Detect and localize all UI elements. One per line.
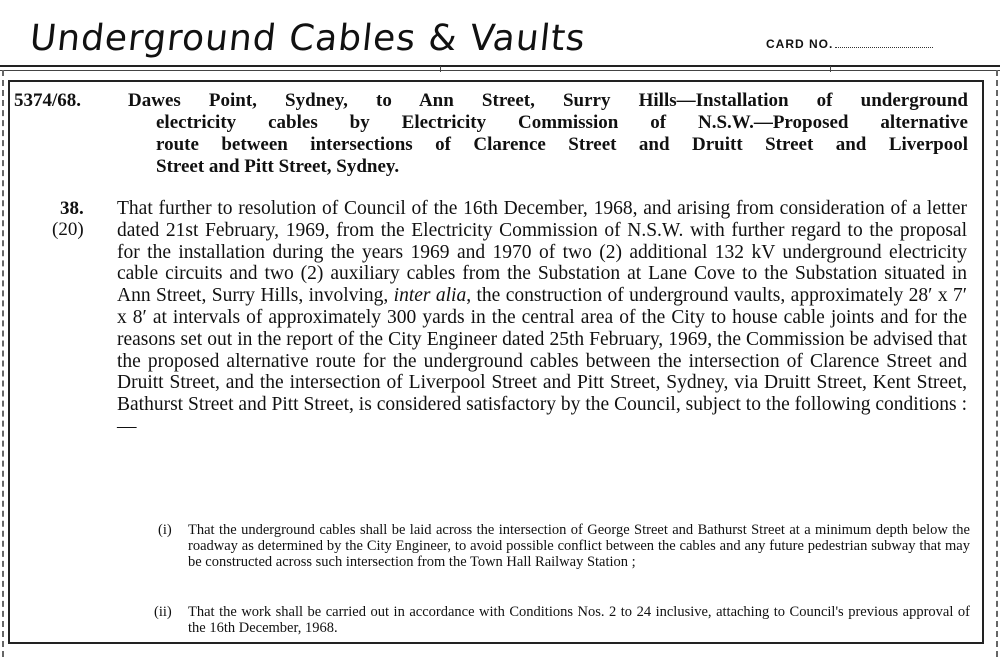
heading-line: electricity cables by Electricity Commission of N.S.W.—Proposed alternative [156, 112, 968, 133]
resolution-text [117, 198, 967, 438]
resolution-text-italic: inter alia [393, 285, 467, 307]
heading-line: Dawes Point, Sydney, to Ann Street, Surry Hills—Installation of underground [128, 90, 968, 111]
header-tick-mark [830, 66, 831, 72]
resolution-text-part: That further to resolution of Council of the 16th December, 1968, and arising from consideration of a letter dated 21st February, 1969, from the Electricity Commission of N.S.W. with further regard to the proposal for the installation during the years 1969 and 1970 of two (2) additional 132 kV underground electricity cable circuits and two (2) auxiliary cables from the Substation at Lane Cove to the Substation situated in Ann Street, Surry Hills, involving, [117, 198, 967, 307]
card-number-blank [835, 47, 933, 48]
condition-number: (ii) [154, 604, 172, 620]
condition-text: That the underground cables shall be laid across the intersection of George Street and Bathurst Street at a minimum depth below the roadway as determined by the City Engineer, to avoid possible conflict between the cables and any future pedestrian subway that may be constructed across such intersection from the Town Hall Railway Station ; [188, 522, 970, 570]
heading-line: route between intersections of Clarence Street and Druitt Street and Liverpool [156, 134, 968, 155]
header-tick-mark [440, 66, 441, 72]
card-number-field [766, 37, 933, 51]
resolution-text-part: , the construction of underground vaults, approximately 28′ x 7′ x 8′ at intervals of approximately 300 yards in the central area of the City to house cable joints and for the reasons set out in the report of the City Engineer dated 25th February, 1969, the Commission be advised that the proposed alternative route for the underground cables between the intersection of Clarence Street and Druitt Street, and the intersection of Liverpool Street and Pitt Street, Sydney, via Druitt Street, Kent Street, Bathurst Street and Pitt Street, is considered satisfactory by the Council, subject to the following conditions :— [117, 285, 968, 437]
condition-number: (i) [158, 522, 172, 538]
condition-text: That the work shall be carried out in accordance with Conditions Nos. 2 to 24 inclusive, attaching to Council's previous approval of the 16th December, 1968. [188, 604, 970, 636]
heading-line: Street and Pitt Street, Sydney. [156, 156, 400, 177]
card-number-label: CARD NO. [766, 37, 834, 51]
header-rule [0, 65, 1000, 67]
condition-item [154, 604, 970, 636]
card-left-edge [2, 70, 4, 657]
minute-reference-number: 5374/68. [14, 90, 82, 111]
condition-item [158, 522, 970, 570]
card-title: Underground Cables & Vaults [27, 18, 588, 59]
header-rule-secondary [0, 70, 1000, 71]
item-subnumber: (20) [52, 219, 84, 240]
card-right-edge [996, 70, 998, 657]
item-number: 38. [60, 198, 84, 219]
